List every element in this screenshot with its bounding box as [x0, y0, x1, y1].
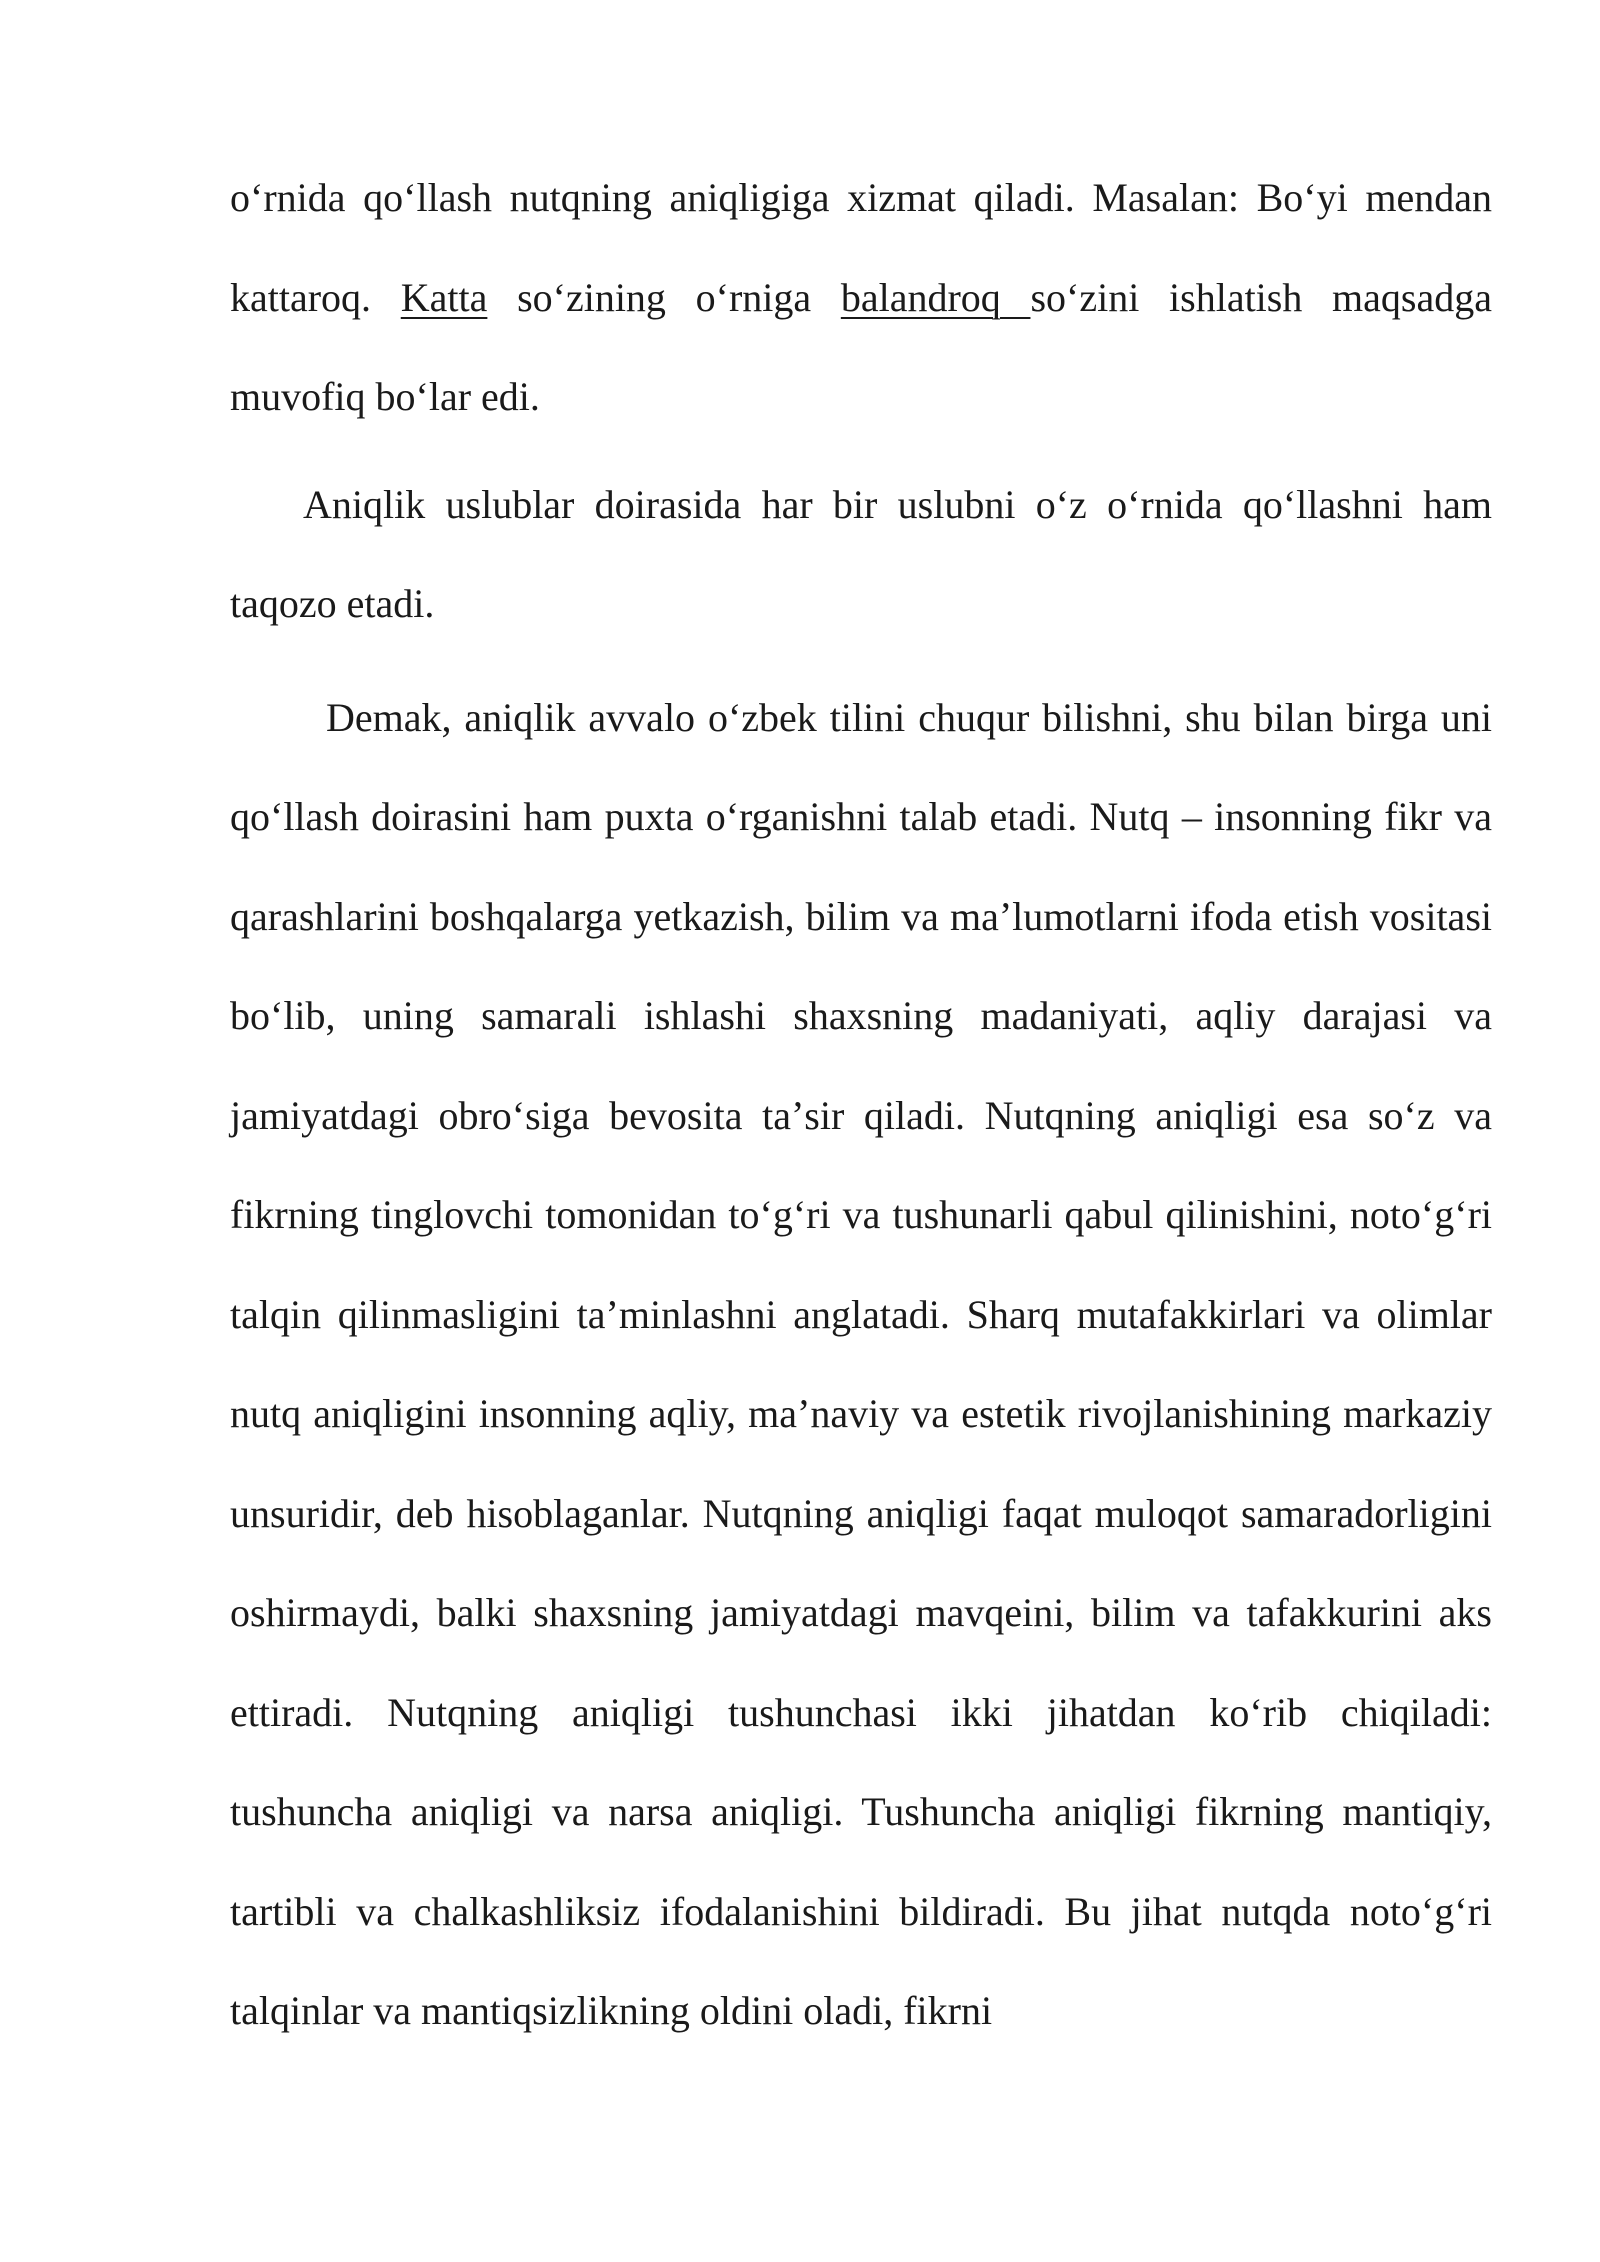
paragraph-3: Demak, aniqlik avvalo oʻzbek tilini chuqur bilishni, shu bilan birga uni qoʻllash doirasini ham puxta oʻrganishni talab etadi. Nutq – insonning fikr va qarashlarini boshqalarga yetkazish, bilim va maʼlumotlarni ifoda etish vositasi boʻlib, uning samarali ishlashi shaxsning madaniyati, aqliy darajasi va jamiyatdagi obroʻsiga bevosita taʼsir qiladi. Nutqning aniqligi esa soʻz va fikrning tinglovchi tomonidan toʻgʻri va tushunarli qabul qilinishini, notoʻgʻri talqin qilinmasligini taʼminlashni anglatadi. Sharq mutafakkirlari va olimlar nutq aniqligini insonning aqliy, maʼnaviy va estetik rivojlanishining markaziy unsuridir, deb hisoblaganlar. Nutqning aniqligi faqat muloqot samaradorligini oshirmaydi, balki shaxsning jamiyatdagi mavqeini, bilim va tafakkurini aks ettiradi. Nutqning aniqligi tushunchasi ikki jihatdan koʻrib chiqiladi: tushuncha aniqligi va narsa aniqligi. Tushuncha aniqligi fikrning mantiqiy, tartibli va chalkashliksiz ifodalanishini bildiradi. Bu jihat nutqda notoʻgʻri talqinlar va mantiqsizlikning oldini oladi, fikrni — [230, 694, 1492, 2033]
paragraph-1-text-c: soʻzini ishlatish maqsadga muvofiq boʻlar edi. — [230, 274, 1492, 419]
underlined-word-balandroq: balandroq — [840, 274, 1031, 320]
underlined-word-katta: Katta — [400, 274, 488, 320]
paragraph-1-text-a: oʻrnida qoʻllash nutqning aniqligiga xizmat qiladi. Masalan: Boʻyi mendan kattaroq. — [230, 175, 1492, 320]
paragraph-1-text-b: soʻzining oʻrniga — [487, 274, 841, 320]
paragraph-spacer — [230, 654, 1492, 668]
paragraph-spacer — [230, 447, 1492, 455]
paragraph-2: Aniqlik uslublar doirasida har bir uslubni oʻz oʻrnida qoʻllashni ham taqozo etadi. — [230, 481, 1492, 626]
document-page — [230, 148, 1492, 2061]
paragraph-1 — [230, 148, 1492, 447]
